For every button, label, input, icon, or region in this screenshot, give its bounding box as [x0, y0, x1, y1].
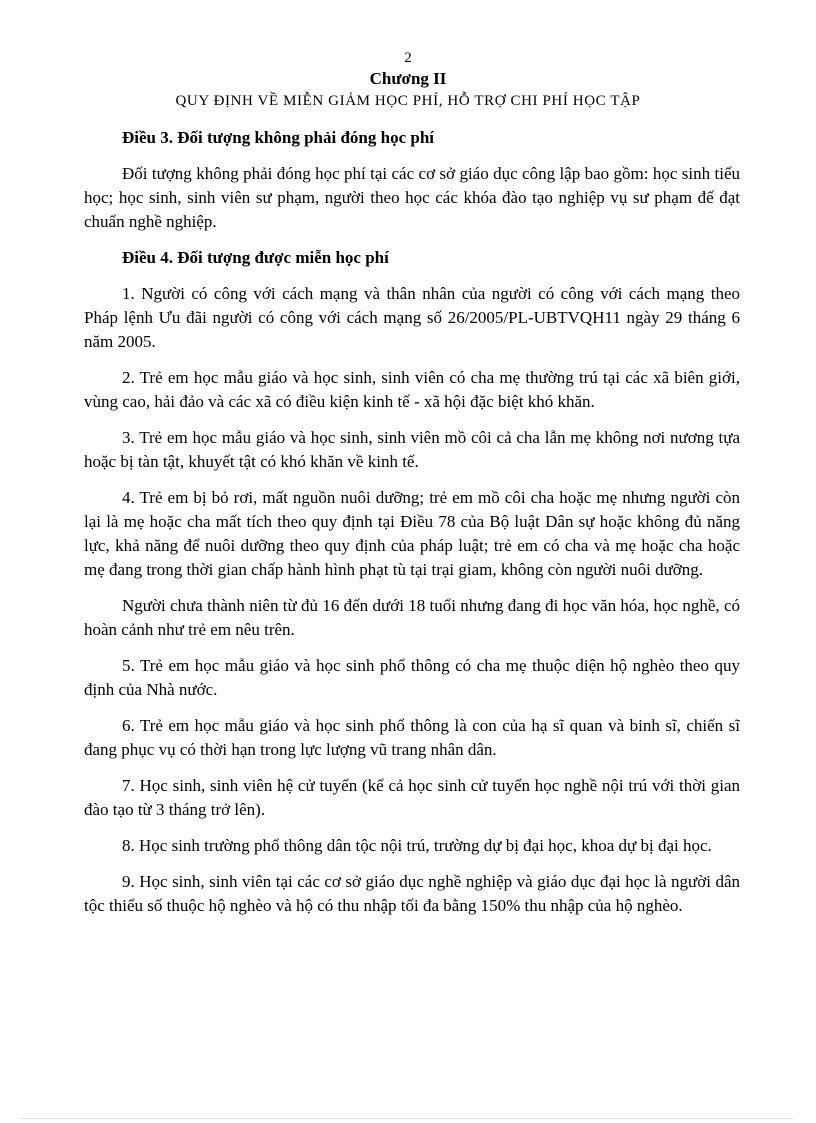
chapter-title: Chương II: [369, 69, 447, 88]
article-4-item-1: 1. Người có công với cách mạng và thân nhân của người có công với cách mạng theo Pháp lệnh Ưu đãi người có công với cách mạng số 26/2005/PL-UBTVQH11 ngày 29 tháng 6 năm 2005.: [84, 284, 740, 351]
article-4-item-9: 9. Học sinh, sinh viên tại các cơ sở giáo dục nghề nghiệp và giáo dục đại học là người dân tộc thiểu số thuộc hộ nghèo và hộ có thu nhập tối đa bằng 150% thu nhập của hộ nghèo.: [84, 872, 740, 915]
article-4-item-3: 3. Trẻ em học mẫu giáo và học sinh, sinh viên mồ côi cả cha lẫn mẹ không nơi nương tựa hoặc bị tàn tật, khuyết tật có khó khăn về kinh tế.: [84, 428, 740, 471]
article-4-item-6: 6. Trẻ em học mẫu giáo và học sinh phổ thông là con của hạ sĩ quan và binh sĩ, chiến sĩ đang phục vụ có thời hạn trong lực lượng vũ trang nhân dân.: [84, 716, 740, 759]
document-body: [84, 126, 740, 918]
article-4-item-5: 5. Trẻ em học mẫu giáo và học sinh phổ thông có cha mẹ thuộc diện hộ nghèo theo quy định của Nhà nước.: [84, 656, 740, 699]
article-4-item-4: 4. Trẻ em bị bỏ rơi, mất nguồn nuôi dưỡng; trẻ em mồ côi cha hoặc mẹ nhưng người còn lại là mẹ hoặc cha mất tích theo quy định tại Điều 78 của Bộ luật Dân sự hoặc không đủ năng lực, khả năng để nuôi dưỡng theo quy định của pháp luật; trẻ em có cha và mẹ hoặc cha hoặc mẹ đang trong thời gian chấp hành hình phạt tù tại trại giam, không còn người nuôi dưỡng.: [84, 488, 740, 579]
page-number: 2: [404, 50, 412, 66]
article-4-item-2: 2. Trẻ em học mẫu giáo và học sinh, sinh viên có cha mẹ thường trú tại các xã biên giới, vùng cao, hải đảo và các xã có điều kiện kinh tế - xã hội đặc biệt khó khăn.: [84, 368, 740, 411]
article-4-item-8: 8. Học sinh trường phổ thông dân tộc nội trú, trường dự bị đại học, khoa dự bị đại học.: [122, 836, 712, 855]
chapter-subtitle: QUY ĐỊNH VỀ MIỄN GIẢM HỌC PHÍ, HỖ TRỢ CHI PHÍ HỌC TẬP: [175, 93, 641, 109]
article-4-heading: Điều 4. Đối tượng được miễn học phí: [122, 248, 389, 267]
article-3-body: Đối tượng không phải đóng học phí tại các cơ sở giáo dục công lập bao gồm: học sinh tiểu học; học sinh, sinh viên sư phạm, người theo học các khóa đào tạo nghiệp vụ sư phạm để đạt chuẩn nghề nghiệp.: [84, 164, 740, 231]
page-bottom-divider: [22, 1118, 794, 1119]
article-4-item-7: 7. Học sinh, sinh viên hệ cử tuyển (kể cả học sinh cử tuyển học nghề nội trú với thời gian đào tạo từ 3 tháng trở lên).: [84, 776, 740, 819]
article-4-item-4-note: Người chưa thành niên từ đủ 16 đến dưới 18 tuổi nhưng đang đi học văn hóa, học nghề, có hoàn cảnh như trẻ em nêu trên.: [84, 596, 740, 639]
article-3-heading: Điều 3. Đối tượng không phải đóng học phí: [122, 128, 435, 147]
